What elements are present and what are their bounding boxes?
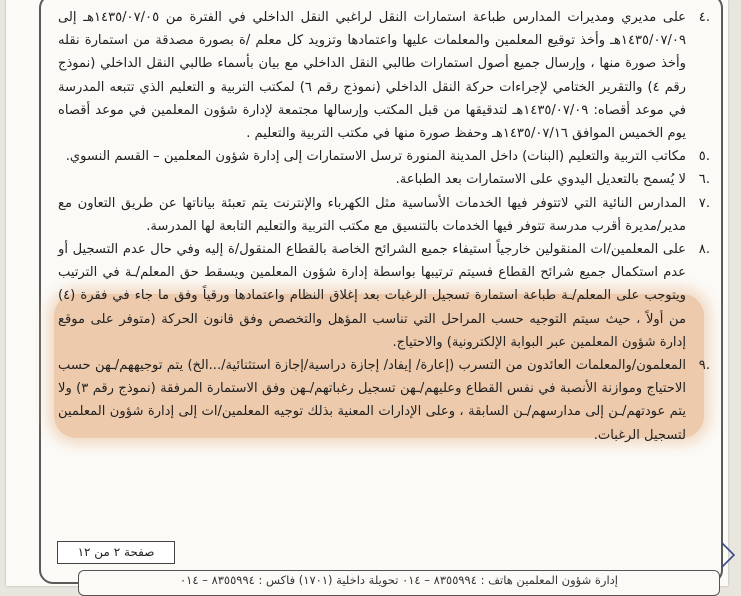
item-text: على المعلمين/ات المنقولين خارجياً استيفاء جميع الشرائح الخاصة بالقطاع المنقول/ة إليه وفي حال عدم التسجيل أو عدم استكمال جميع شرائح القطاع فسيتم ترتيبها بواسطة إدارة شؤون المعلمين ويسقط حق المعلم/ـة في الترتيب ويتوجب على المعلم/ـة طباعة استمارة تسجيل الرغبات بعد إغلاق النظام واعتمادها ورقياً وفق ما جاء في فقرة (٤) من أولاً ، حيث سيتم التوجيه حسب المراحل التي تناسب المؤهل والتخصص وفق قانون الحركة (متوفر على موقع إدارة شؤون المعلمين عبر البوابة الإلكترونية) والاحتياج. [58,242,686,350]
item-number: .٤ [698,10,710,25]
item-text: لا يُسمح بالتعديل اليدوي على الاستمارات بعد الطباعة. [395,172,686,188]
list-item-4 [58,6,710,145]
page-curl-icon [720,535,738,571]
list-item-7 [58,192,710,238]
document-page [6,0,728,586]
page-number-box: صفحة ٢ من ١٢ [57,541,175,564]
item-text: المدارس النائية التي لاتتوفر فيها الخدمات الأساسية مثل الكهرباء والإنترنت يتم تعبئة بياناتها عن طريق التعاون مع مدير/مديرة أقرب مدرسة تتوفر فيها الخدمات بالتنسيق مع مكتب التربية والتعليم التابعة لها المدرسة. [58,195,686,234]
footer-contact-text: إدارة شؤون المعلمين هاتف : ٨٣٥٥٩٩٤ – ٠١٤ تحويلة داخلية (١٧٠١) فاكس : ٨٣٥٥٩٩٤ – ٠١٤ [179,573,618,587]
list-item-9 [58,354,710,447]
item-number: .٩ [698,358,710,374]
item-number: .٨ [698,242,710,258]
list-item-8-highlighted [58,238,710,354]
item-number: .٥ [698,149,710,165]
list-item-6 [58,168,710,191]
item-number: .٦ [698,172,710,188]
footer-contact-box [78,570,720,596]
instructions-list [58,6,710,447]
item-text: مكاتب التربية والتعليم (البنات) داخل المدينة المنورة ترسل الاستمارات إلى إدارة شؤون المعلمين – القسم النسوي. [65,149,686,165]
item-number: .٧ [698,195,710,211]
item-text: على مديري ومديرات المدارس طباعة استمارات النقل لراغبي النقل الداخلي في الفترة من ١٤٣٥/٠٧/٠٥هـ إلى ١٤٣٥/٠٧/٠٩هـ وأخذ توقيع المعلمين والمعلمات عليها واعتمادها وتزويد كل معلم /ة بصورة مصدقة من استمارة نقله وأخذ صورة منها ، وإرسال جميع أصول استمارات طالبي النقل الداخلي مع بيان بأسماء طالبي النقل الداخلي (نموذج رقم ٤) والتقرير الختامي لإجراءات حركة النقل الداخلي (نموذج رقم ٦) لمكتب التربية و التعليم الذي تتبعه المدرسة في موعد أقصاه: ١٤٣٥/٠٧/٠٩هـ لتدقيقها من قبل المكتب وإرسالها مجتمعة لإدارة شؤون المعلمين في موعد أقصاه يوم الخميس الموافق ١٤٣٥/٠٧/١٦هـ وحفظ صورة منها في مكتب التربية والتعليم . [58,10,687,142]
list-item-5 [58,145,710,168]
item-text: المعلمون/والمعلمات العائدون من التسرب (إعارة/ إيفاد/ إجازة دراسية/إجازة استثنائية/...الخ) يتم توجيههم/ـهن حسب الاحتياج وموازنة الأنصبة في نفس القطاع وعليهم/ـهن تسجيل رغباتهم/ـهن وفق الاستمارة المرفقة (نموذج رقم ٣) ولا يتم عودتهم/ـن إلى مدارسهم/ـن السابقة ، وعلى الإدارات المعنية بذلك توجيه المعلمين/ات إلى إدارة شؤون المعلمين لتسجيل الرغبات. [58,358,686,443]
